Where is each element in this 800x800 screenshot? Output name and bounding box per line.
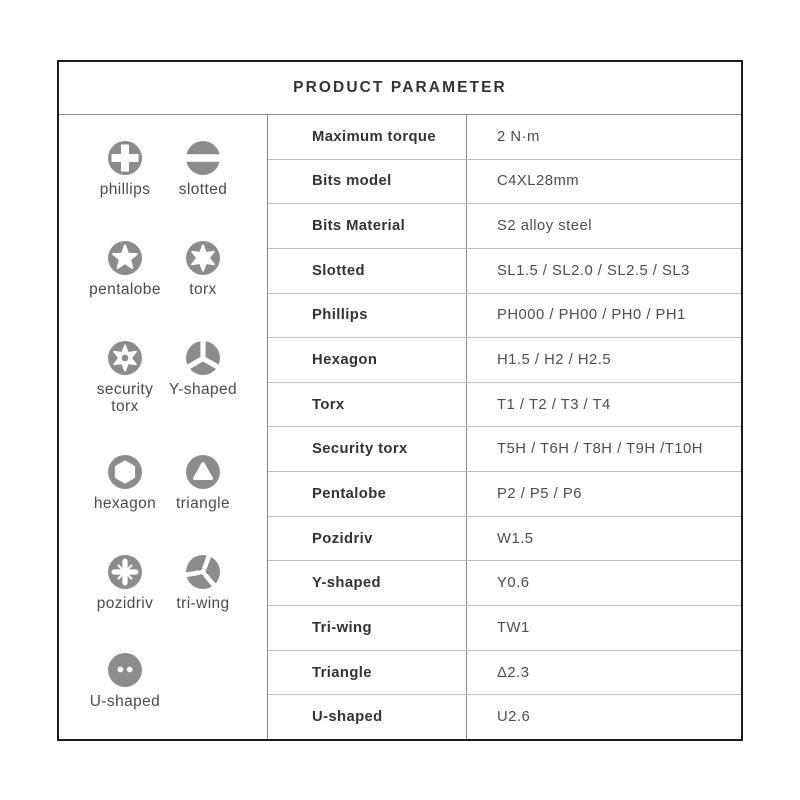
- parameter-value: C4XL28mm: [497, 173, 580, 190]
- triangle-icon: [186, 455, 220, 489]
- bit-type-label: triangle: [175, 495, 231, 512]
- security-torx-icon: [108, 341, 142, 375]
- page-title: PRODUCT PARAMETER: [293, 79, 507, 96]
- parameter-value: T1 / T2 / T3 / T4: [497, 396, 611, 413]
- torx-icon: [186, 241, 220, 275]
- parameter-row: [268, 695, 741, 739]
- phillips-icon: [108, 141, 142, 175]
- bit-type-cell: [161, 455, 245, 512]
- bit-type-label: pozidriv: [96, 595, 154, 612]
- parameter-row: [268, 427, 741, 472]
- bit-type-label: tri-wing: [176, 595, 230, 612]
- bit-type-label: security torx: [96, 381, 154, 416]
- product-parameter-sheet: [57, 60, 743, 741]
- y-shaped-icon: [186, 341, 220, 375]
- sheet-body: [59, 115, 741, 739]
- parameter-row: [268, 204, 741, 249]
- parameter-row: [268, 294, 741, 339]
- parameter-label: Slotted: [268, 249, 467, 293]
- pozidriv-icon: [108, 555, 142, 589]
- parameter-row: [268, 517, 741, 562]
- parameter-label: Pozidriv: [268, 517, 467, 561]
- parameter-label: Hexagon: [268, 338, 467, 382]
- parameter-label: Security torx: [268, 427, 467, 471]
- parameter-label: Tri-wing: [268, 606, 467, 650]
- parameter-row: [268, 383, 741, 428]
- bit-type-cell: [161, 141, 245, 198]
- parameter-label: Maximum torque: [268, 115, 467, 159]
- parameter-value: TW1: [497, 619, 530, 636]
- parameter-row: [268, 338, 741, 383]
- parameter-row: [268, 472, 741, 517]
- parameter-row: [268, 249, 741, 294]
- bit-type-label: torx: [189, 281, 217, 298]
- bit-type-cell: [83, 653, 167, 710]
- parameter-label: Bits model: [268, 160, 467, 204]
- bit-type-label: phillips: [99, 181, 151, 198]
- parameter-value: H1.5 / H2 / H2.5: [497, 352, 612, 369]
- bit-type-label: pentalobe: [89, 281, 161, 298]
- parameter-label: Bits Material: [268, 204, 467, 248]
- bit-type-cell: [83, 341, 167, 415]
- parameter-row: [268, 160, 741, 205]
- bit-type-cell: [83, 555, 167, 612]
- parameter-label: Pentalobe: [268, 472, 467, 516]
- parameter-label: Triangle: [268, 651, 467, 695]
- bit-type-cell: [83, 455, 167, 512]
- parameter-value: Δ2.3: [497, 664, 530, 681]
- bit-type-cell: [161, 555, 245, 612]
- parameter-table: [268, 115, 741, 739]
- bit-type-cell: [83, 141, 167, 198]
- parameter-value: W1.5: [497, 530, 534, 547]
- parameter-value: PH000 / PH00 / PH0 / PH1: [497, 307, 686, 324]
- pentalobe-icon: [108, 241, 142, 275]
- parameter-value: S2 alloy steel: [497, 218, 593, 235]
- parameter-value: Y0.6: [497, 575, 530, 592]
- parameter-row: [268, 561, 741, 606]
- bit-type-cell: [83, 241, 167, 298]
- parameter-value: T5H / T6H / T8H / T9H /T10H: [497, 441, 703, 458]
- bit-type-label: slotted: [178, 181, 228, 198]
- parameter-row: [268, 651, 741, 696]
- bit-type-label: Y-shaped: [168, 381, 238, 398]
- parameter-value: U2.6: [497, 709, 531, 726]
- parameter-label: Torx: [268, 383, 467, 427]
- bit-type-label: hexagon: [93, 495, 157, 512]
- header: [59, 62, 741, 115]
- parameter-label: Y-shaped: [268, 561, 467, 605]
- bit-types-panel: [59, 115, 268, 739]
- parameter-row: [268, 606, 741, 651]
- parameter-value: SL1.5 / SL2.0 / SL2.5 / SL3: [497, 262, 690, 279]
- parameter-row: [268, 115, 741, 160]
- tri-wing-icon: [186, 555, 220, 589]
- parameter-value: P2 / P5 / P6: [497, 485, 582, 502]
- u-shaped-icon: [108, 653, 142, 687]
- parameter-label: Phillips: [268, 294, 467, 338]
- bit-type-cell: [161, 341, 245, 398]
- hexagon-icon: [108, 455, 142, 489]
- slotted-icon: [186, 141, 220, 175]
- parameter-value: 2 N·m: [497, 128, 540, 145]
- parameter-label: U-shaped: [268, 695, 467, 739]
- bit-type-label: U-shaped: [89, 693, 161, 710]
- bit-type-cell: [161, 241, 245, 298]
